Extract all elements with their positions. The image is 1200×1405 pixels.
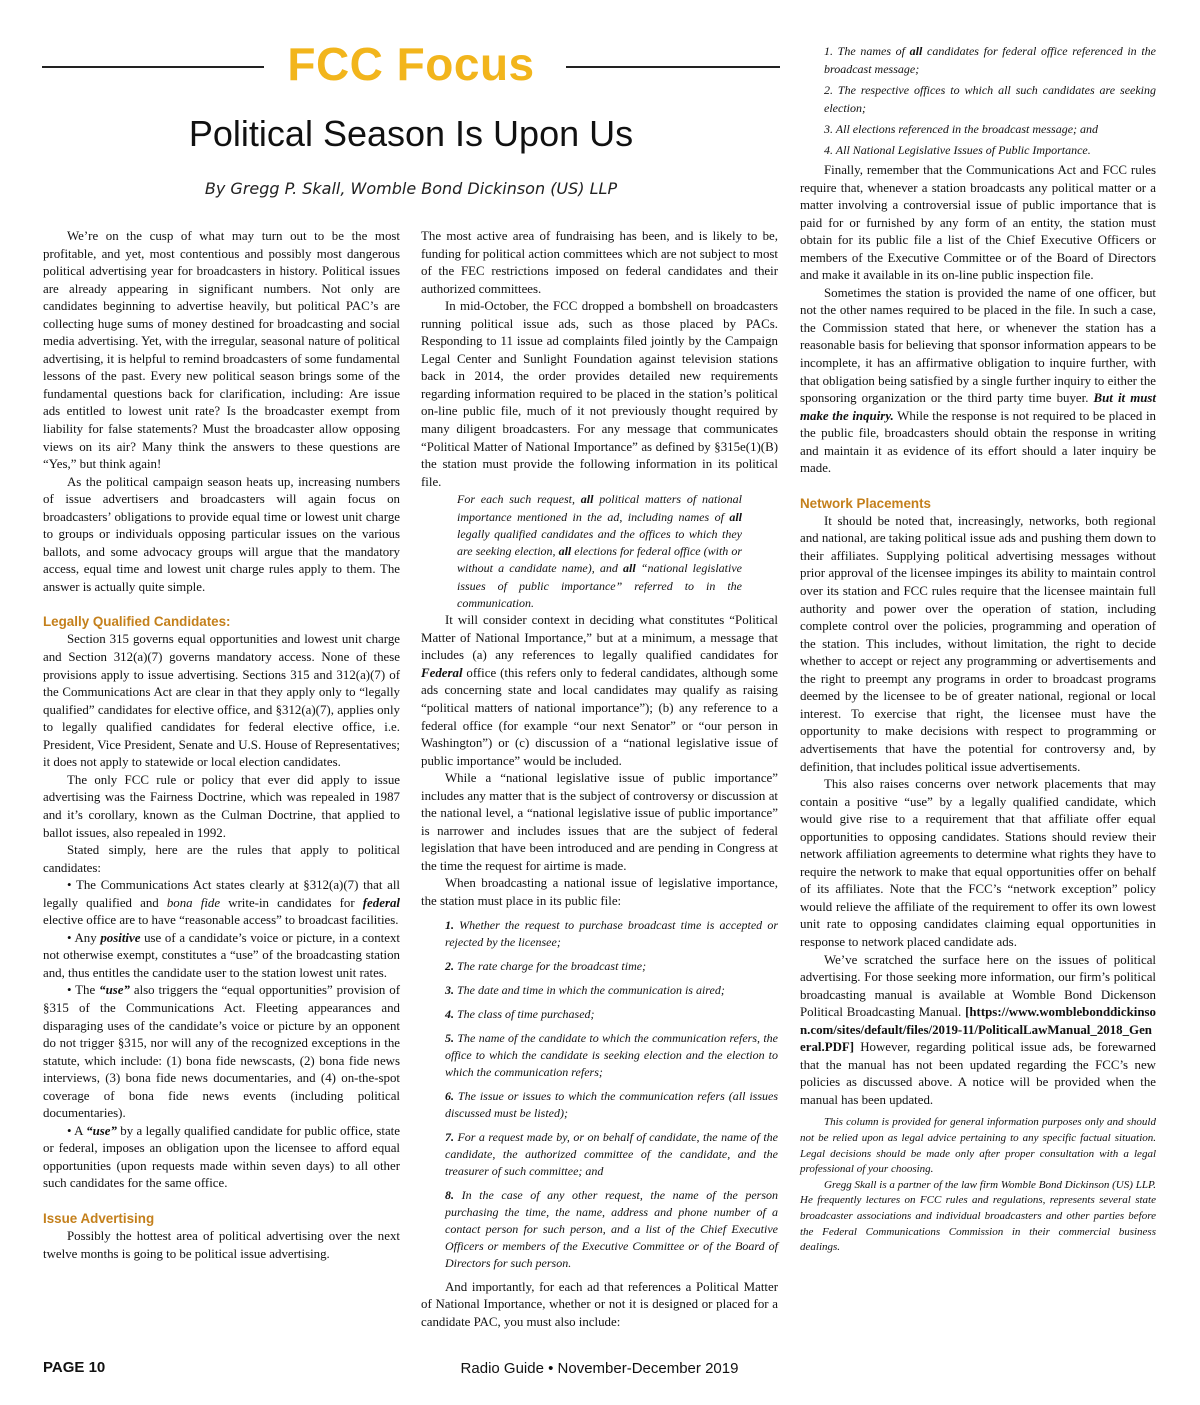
article-column-2 [421,228,778,1331]
page-number: PAGE 10 [43,1359,106,1376]
public-file-requirements-list [421,917,778,1272]
paragraph: This also raises concerns over network placements that may contain a positive “use” by a legally qualified candidate, which would give rise to a requirement that that affiliate offer equal opportunities to opposing candidates. Stations should review their network affiliation agreements to determine what rights they have to require the network to make that equal opportunities offer on behalf of its affiliates. Note that the FCC’s “network exception” policy would relieve the affiliate of the requirement to offer its own lowest unit rate to opposing candidates claiming equal opportunities in response to network placed candidate ads. [800,777,1156,949]
author-bio: Gregg Skall is a partner of the law firm Womble Bond Dickinson (US) LLP. He frequently lectures on FCC rules and regulations, represents several state broadcaster associations and individual broadcasters and other parties before the Federal Communications Commission in their commercial business dealings. [800,1178,1156,1254]
list-item: 3. All elections referenced in the broadcast message; and [824,122,1099,136]
section-heading-legally-qualified: Legally Qualified Candidates: [43,614,231,630]
paragraph: It should be noted that, increasingly, networks, both regional and national, are taking political issue ads and pushing them down to their affiliates. Supplying political advertising messages without prior approval of the licensee impinges its ability to maintain control over its station and FCC rules require that the licensee maintain full authority and power over the operation of station, including complete control over the policies, programming and operation of the station. This includes, without limitation, the right to decide whether to accept or reject any programming or advertisements and the right to preempt any programs in order to broadcast programs deemed by the licensee to be of greater national, regional or local interest. To exercise that right, the licensee must have the opportunity to make decisions with respect to programming or advertisements that have the potential for controversy and, by definition, that includes political issue advertisements. [800,513,1156,774]
manual-link[interactable]: [https://www.womblebonddickinson.com/sites/default/files/2019-11/PoliticalLawManual_2018_General.PDF] [800,1005,1156,1055]
paragraph: The only FCC rule or policy that ever did apply to issue advertising was the Fairness Doctrine, which was repealed in 1987 and it’s corollary, known as the Culman Doctrine, that applied to ballot issues, also repealed in 1992. [43,772,400,840]
paragraph: Sometimes the station is provided the name of one officer, but not the other names required to be placed in the file. In such a case, the Commission stated that here, or whenever the station has a reasonable basis for believing that sponsor information appears to be incomplete, it has an affirmative obligation to inquire further, with that obligation being satisfied by a single further inquiry to either the sponsoring organization or the third party time buyer. But it must make the inquiry. While the response is not required to be placed in the public file, broadcasters should obtain the response in writing and maintain it as evidence of its effort should a later inquiry be made. [800,285,1156,476]
list-item: 1. Whether the request to purchase broadcast time is accepted or rejected by the licensee; [445,917,778,949]
paragraph: As the political campaign season heats up, increasing numbers of issue advertisers and broadcasters will again focus on broadcasters’ obligations to provide equal time or lowest unit charge to groups or individuals opposing particular issues on the various ballots, and some advocacy groups will argue that the mandatory access, equal time and lowest unit charge rules apply to them. The answer is actually quite simple. [43,474,400,594]
bullet-item: • Any positive use of a candidate’s voice or picture, in a context not otherwise exempt, constitutes a “use” of the broadcasting station and, thus entitles the candidate user to the station lowest unit rates. [43,930,400,980]
bullet-item: • A “use” by a legally qualified candidate for public office, state or federal, imposes an obligation upon the licensee to afford equal opportunities (upon requests made within seven days) to all other such candidates for the same office. [43,1123,400,1191]
article-column-1 [43,228,400,1263]
bullet-item: • The Communications Act states clearly at §312(a)(7) that all legally qualified and bona fide write-in candidates for federal elective office are to have “reasonable access” to broadcast facilities. [43,878,400,928]
political-matter-list [800,42,1156,159]
list-item: 2. The respective offices to which all such candidates are seeking election; [824,83,1156,115]
paragraph: It will consider context in deciding what constitutes “Political Matter of National Importance,” but at a minimum, a message that includes (a) any references to legally qualified candidates for Federal office (this refers only to federal candidates, although some ads concerning state and local candidates may qualify as raising “political matters of national importance”); (b) any reference to a federal office (for example “our next Senator” or “our person in Washington”) or (c) discussion of a “national legislative issue of public importance” would be included. [421,613,778,768]
list-item: 1. The names of all candidates for federal office referenced in the broadcast message; [824,44,1157,76]
list-item: 4. All National Legislative Issues of Public Importance. [824,143,1091,157]
publication-info: Radio Guide • November-December 2019 [460,1360,739,1377]
article-column-3 [800,42,1156,1256]
paragraph: Stated simply, here are the rules that apply to political candidates: [43,843,400,875]
disclaimer-text: This column is provided for general information purposes only and should not be relied upon as legal advice pertaining to any specific factual situation. Legal decisions should be made only after proper consultation with a legal professional of your choosing. [800,1116,1156,1176]
section-heading-issue-advertising: Issue Advertising [43,1210,155,1226]
article-byline: By Gregg P. Skall, Womble Bond Dickinson (US) LLP [204,179,618,198]
block-quote: For each such request, all political matters of national importance mentioned in the ad, including names of all legally qualified candidates and the offices to which they are seeking election, all elections for federal office (with or without a candidate name), and all “national legislative issues of public importance” referred to in the communication. [457,492,743,610]
paragraph: The most active area of fundraising has been, and is likely to be, funding for political action committees which are not subject to most of the FEC restrictions imposed on federal candidates and their authorized committees. [421,229,778,296]
list-item: 5. The name of the candidate to which the communication refers, the office to which the candidate is seeking election and the election to which the communication refers; [445,1030,779,1079]
paragraph: Finally, remember that the Communications Act and FCC rules require that, whenever a station broadcasts any political matter or a matter involving a controversial issue of public importance that is paid for or furnished by any form of an entity, the station must obtain for its public file a list of the Chief Executive Officers or members of the Executive Committee or of the Board of Directors and make it available in its on-line public inspection file. [800,163,1156,283]
section-title: FCC Focus [287,38,535,90]
disclaimer-note [800,1115,1156,1255]
list-item: 8. In the case of any other request, the name of the person purchasing the time, the name, address and phone number of a contact person for such person, and a list of the Chief Executive Officers or members of the Executive Committee or of the Board of Directors for such person. [445,1187,778,1270]
paragraph: We’ve scratched the surface here on the issues of political advertising. For those seeking more information, our firm’s political broadcasting manual is available at Womble Bond Dickenson Political Broadcasting Manual. [https://www.womblebonddickinson.com/sites/default/files/2019-11/PoliticalLawManual_2018_General.PDF] However, regarding political issue ads, be forewarned that the manual has not been updated regarding the FCC’s new policies as discussed above. A notice will be provided when the manual has been updated. [800,952,1156,1107]
list-item: 4. The class of time purchased; [445,1006,595,1021]
section-heading-network-placements: Network Placements [800,495,931,511]
paragraph: Possibly the hottest area of political advertising over the next twelve months is going to be political issue advertising. [43,1228,400,1261]
paragraph: We’re on the cusp of what may turn out to be the most profitable, and yet, most contentious and possibly most dangerous political advertising year for broadcasters in history. Political issues are already appearing in significant numbers. Not only are candidates beginning to advertise heavily, but political PAC’s are collecting huge sums of money destined for broadcasting and social media advertising. Yet, with the irregular, seasonal nature of political advertising, it is helpful to remind broadcasters of some fundamental lessons of the past. Every new political season brings some of the fundamental questions back for clarification, including: Are issue ads entitled to lowest unit rate? Is the broadcaster exempt from liability for false statements? Must the broadcaster allow opposing views on its air? Many think the answers to these questions are “Yes,” but think again! [43,229,400,472]
list-item: 6. The issue or issues to which the communication refers (all issues discussed must be listed); [445,1088,778,1120]
paragraph: Section 315 governs equal opportunities and lowest unit charge and Section 312(a)(7) governs mandatory access. None of these provisions apply to issue advertising. Sections 315 and 312(a)(7) of the Communications Act are clear in that they apply only to “legally qualified” candidates for elective office, and §312(a)(7), applies only to legally qualified candidates for federal elective office, i.e. President, Vice President, Senate and U.S. House of Representatives; it does not apply to statewide or local election candidates. [43,632,400,770]
bullet-item: • The “use” also triggers the “equal opportunities” provision of §315 of the Communications Act. Fleeting appearances and disparaging uses of the candidate’s voice or picture by an opponent do not trigger §315, nor will any of the recognized exceptions in the statute, which include: (1) bona fide newscasts, (2) bona fide news interviews, (3) bona fide news documentaries, and (4) on-the-spot coverage of bona fide news events (including political documentaries). [43,983,400,1121]
paragraph: When broadcasting a national issue of legislative importance, the station must place in its public file: [421,876,778,909]
list-item: 3. The date and time in which the communication is aired; [445,982,725,997]
list-item: 2. The rate charge for the broadcast time; [445,958,647,973]
list-item: 7. For a request made by, or on behalf of candidate, the name of the candidate, the authorized committee of the candidate, and the treasurer of such committee; and [445,1129,778,1178]
masthead [42,34,780,94]
paragraph: And importantly, for each ad that references a Political Matter of National Importance, whether or not it is designed or placed for a candidate PAC, you must also include: [421,1279,778,1329]
article-headline: Political Season Is Upon Us [188,113,634,154]
paragraph: In mid-October, the FCC dropped a bombshell on broadcasters running political issue ads, such as those placed by PACs. Responding to 11 issue ad complaints filed jointly by the Campaign Legal Center and Sunlight Foundation against television stations back in 2014, the order provides detailed new requirements regarding information required to be placed in the station’s political on-line public file, much of it not previously thought required by many diligent broadcasters. For any message that communicates “Political Matter of National Importance” as defined by §315e(1)(B) the station must provide the following information in its political file. [421,299,778,489]
paragraph: While a “national legislative issue of public importance” includes any matter that is the subject of controversy or discussion at the national level, a “national legislative issue of public importance” is narrower and includes issues that are the subject of federal legislation that have been introduced and are pending in Congress at the time the request for airtime is made. [421,771,778,873]
masthead-rule-right [566,66,780,68]
